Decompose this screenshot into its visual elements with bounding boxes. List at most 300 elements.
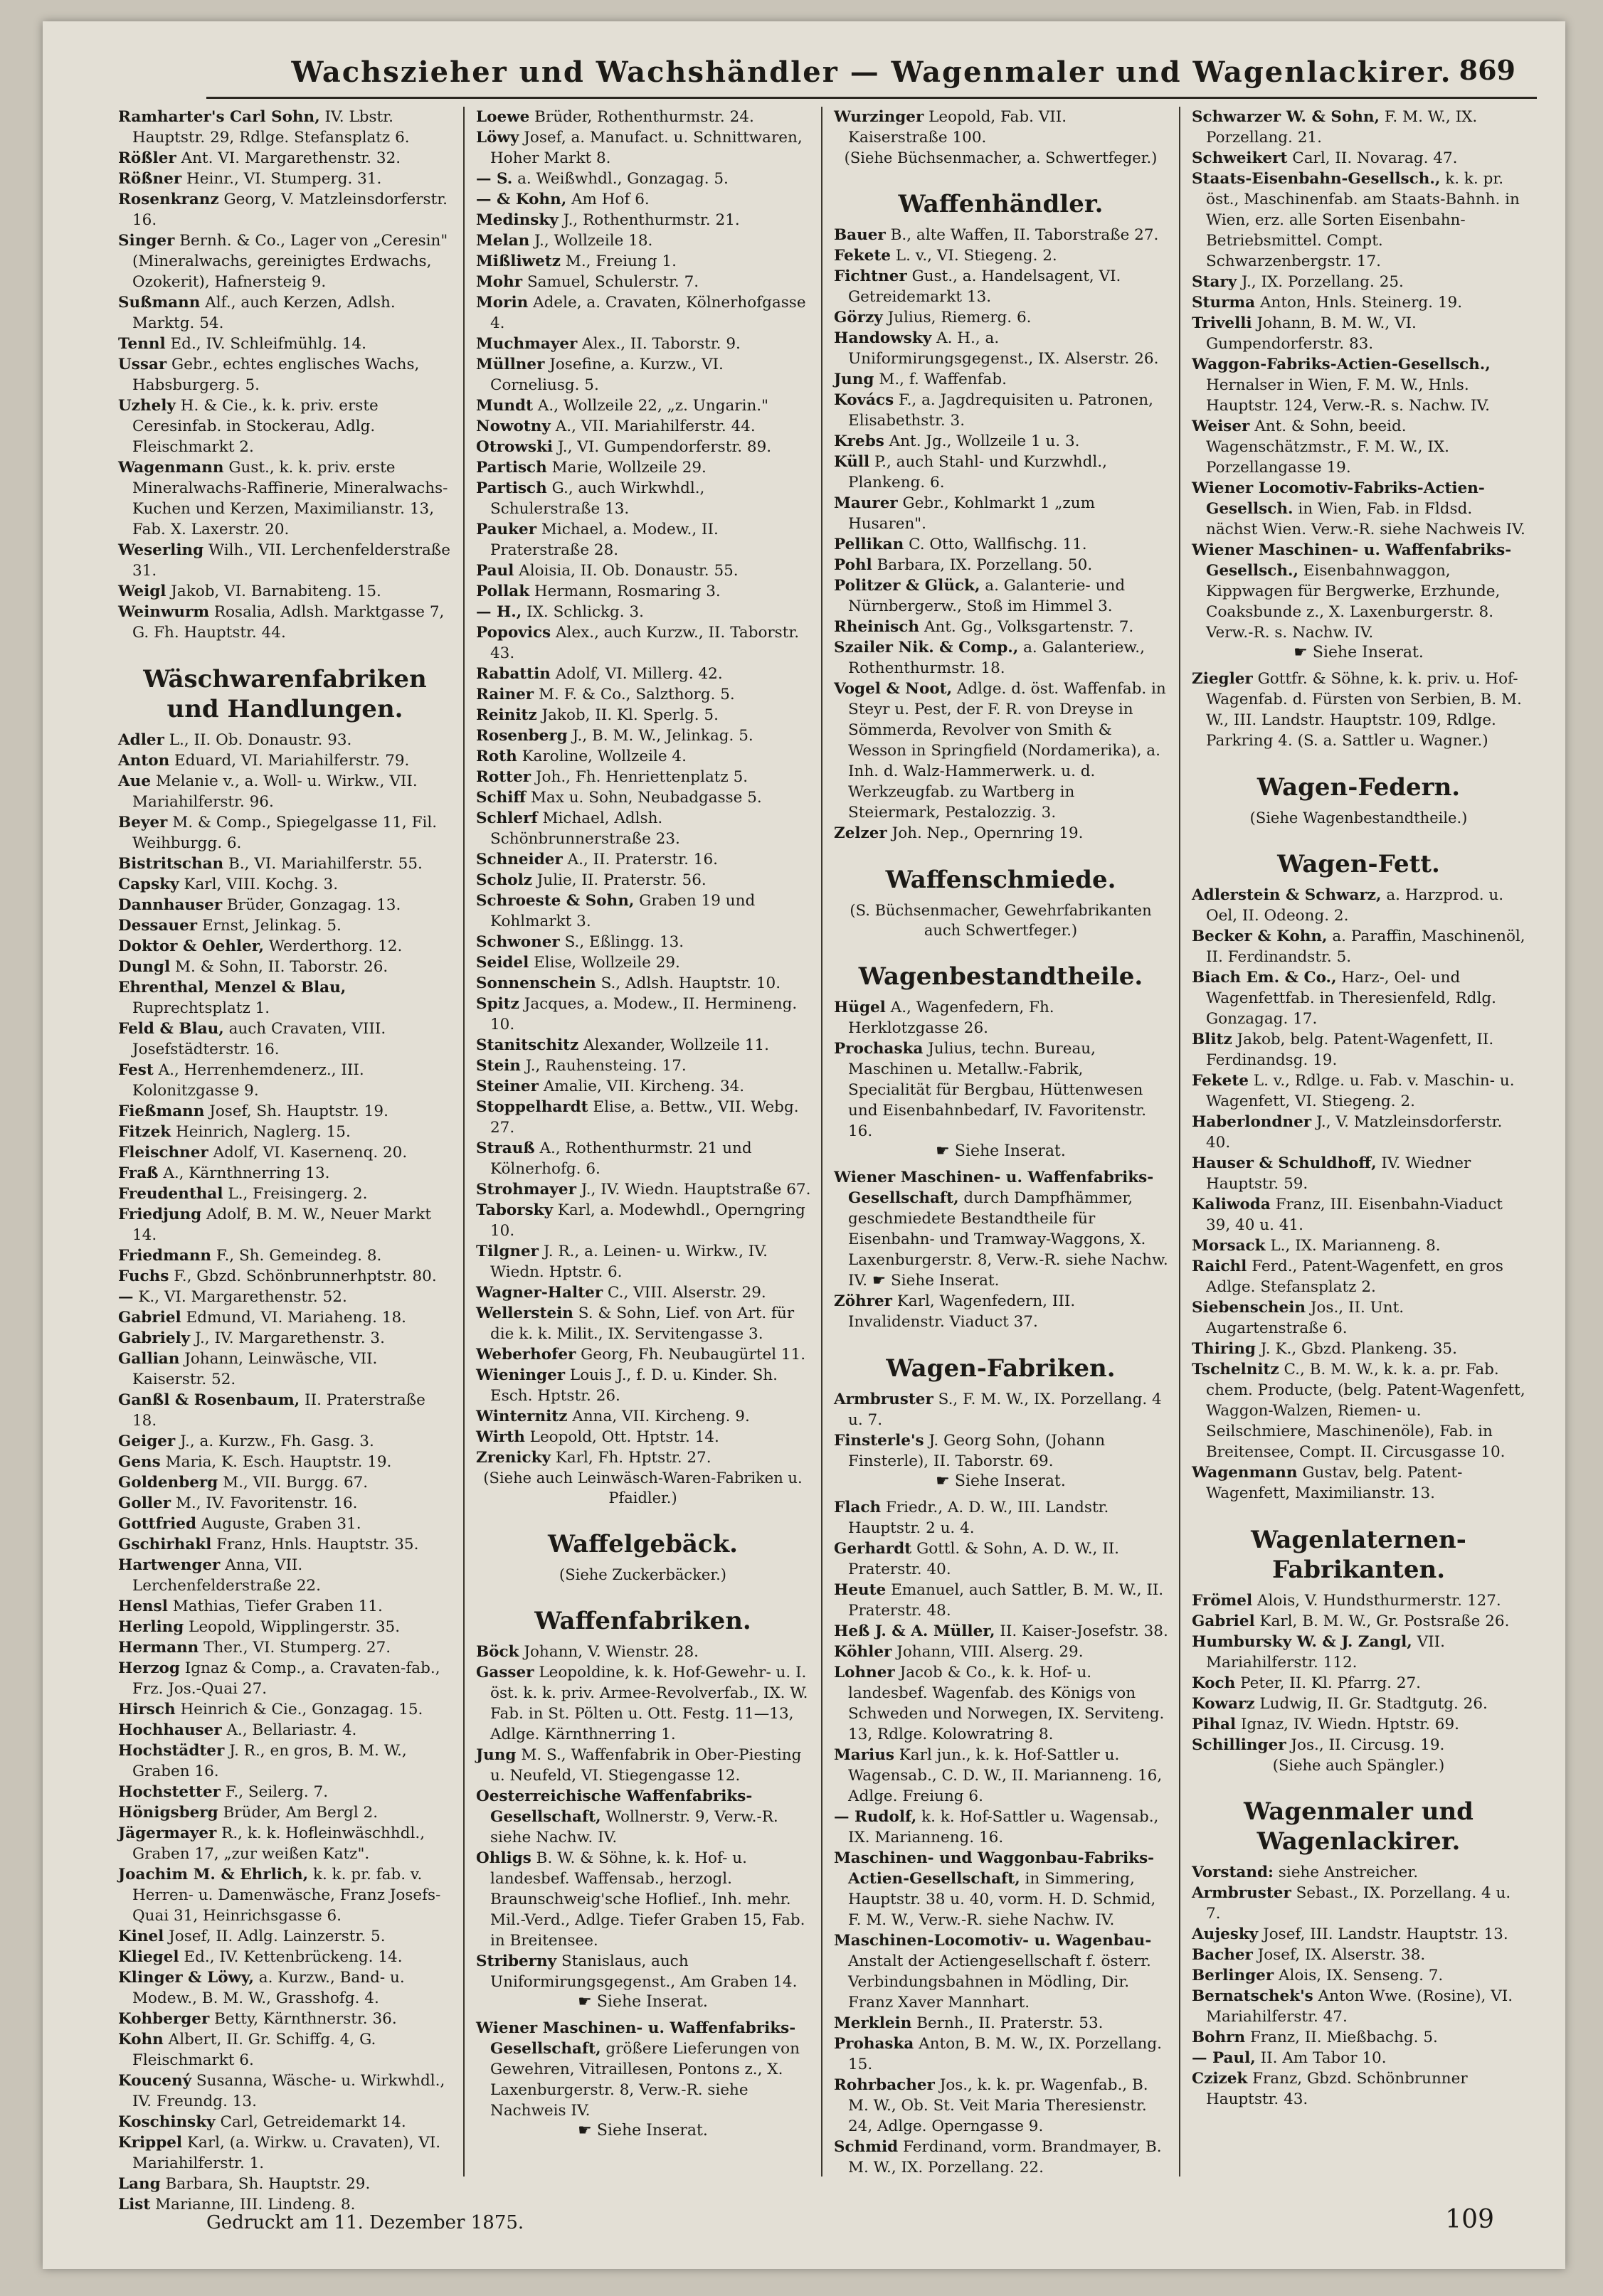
directory-entry: [475, 416, 811, 437]
directory-entry: [117, 1617, 453, 1637]
directory-entry: [832, 534, 1169, 555]
entry-details: Gebr., Kohlmarkt 1 „zum Husaren".: [848, 494, 1095, 533]
entry-details: Peter, II. Kl. Pfarrg. 27.: [1235, 1674, 1421, 1692]
entry-name: Hügel: [834, 999, 886, 1016]
entry-details: Adele, a. Cravaten, Kölnerhofgasse 4.: [490, 294, 806, 332]
entry-details: Mathias, Tiefer Graben 11.: [167, 1598, 383, 1615]
entry-details: siehe Anstreicher.: [1273, 1864, 1419, 1881]
entry-name: Pellikan: [834, 536, 904, 553]
entry-details: M. F. & Co., Salzthorg. 5.: [534, 686, 735, 703]
directory-entry: [832, 1291, 1169, 1332]
entry-name: Dannhauser: [118, 896, 223, 914]
entry-name: Bohrn: [1192, 2029, 1246, 2046]
entry-details: C. Otto, Wallfischg. 11.: [904, 536, 1087, 553]
entry-details: k. k. Hof-Sattler u. Wagensab., IX. Marianneng. 16.: [848, 1808, 1159, 1846]
directory-entry: [1190, 1714, 1527, 1735]
directory-entry: [117, 169, 453, 189]
entry-name: Flach: [834, 1499, 882, 1516]
column-2: [465, 107, 822, 2177]
entry-name: Blitz: [1192, 1031, 1232, 1048]
directory-entry: [475, 251, 811, 272]
entry-details: Bernh., II. Praterstr. 53.: [911, 2014, 1104, 2032]
entry-details: Amalie, VII. Kircheng. 34.: [538, 1078, 745, 1095]
entry-details: Aloisia, II. Ob. Donaustr. 55.: [514, 562, 739, 580]
entry-name: Armbruster: [834, 1391, 933, 1408]
entry-name: Kowarz: [1192, 1695, 1255, 1713]
entry-details: C., B. M. W., k. k. a. pr. Fab. chem. Producte, (belg. Patent-Wagenfett, Waggon-Walzen, Riemen- u. Seilschmiere, Maschinenöle), Fab. in Breitensee, Compt. II. Circusgasse 10.: [1206, 1361, 1525, 1461]
entry-name: Heß J. & A. Müller,: [834, 1622, 995, 1640]
directory-entry: [1190, 2027, 1527, 2048]
entry-details: K., VI. Margarethenstr. 52.: [133, 1288, 347, 1306]
directory-entry: [117, 1184, 453, 1204]
entry-name: Armbruster: [1192, 1884, 1291, 1902]
entry-details: L. v., Rdlge. u. Fab. v. Maschin- u. Wagenfett, VI. Stiegeng. 2.: [1206, 1072, 1515, 1110]
directory-entry: [117, 148, 453, 169]
entry-details: L. v., VI. Stiegeng. 2.: [890, 247, 1057, 265]
directory-entry: [832, 1538, 1169, 1580]
directory-entry: [1190, 1462, 1527, 1504]
entry-details: J., Rothenthurmstr. 21.: [558, 211, 740, 229]
entry-details: Josefine, a. Kurzw., VI. Corneliusg. 5.: [490, 356, 724, 394]
entry-details: Anton Wwe. (Rosine), VI. Mariahilferstr. 47.: [1206, 1987, 1513, 2026]
directory-entry: [832, 1430, 1169, 1472]
directory-entry: [475, 664, 811, 684]
entry-name: Kliegel: [118, 1948, 179, 1966]
entry-details: Anton, B. M. W., IX. Porzellang. 15.: [848, 2035, 1162, 2073]
see-advert-note: ☛ Siehe Inserat.: [578, 1993, 708, 2011]
entry-details: Carl, II. Novarag. 47.: [1287, 149, 1458, 167]
section-heading: Wagen-Fett.: [1277, 850, 1440, 878]
directory-entry: [117, 1287, 453, 1307]
entry-name: Herzog: [118, 1659, 180, 1677]
directory-entry: [475, 169, 811, 189]
entry-details: F., a. Jagdrequisiten u. Patronen, Elisabethstr. 3.: [848, 391, 1153, 430]
entry-name: Wagenmann: [1192, 1464, 1298, 1482]
directory-entry: [1190, 1735, 1527, 1755]
entry-name: Ziegler: [1192, 670, 1253, 688]
directory-entry: [475, 1282, 811, 1303]
entry-details: J., Rauhensteing. 17.: [520, 1057, 687, 1075]
entry-name: Humbursky W. & J. Zangl,: [1192, 1633, 1412, 1651]
directory-entry: [475, 994, 811, 1035]
entry-details: Leopoldine, k. k. Hof-Gewehr- u. I. öst. k. k. priv. Armee-Revolverfab., IX. W. Fab. in St. Pölten u. Ott. Festg. 11—13, Adlge. Kärnthnerring 1.: [490, 1664, 808, 1743]
entry-name: Biach Em. & Co.,: [1192, 969, 1337, 987]
entry-details: Anna, VII. Kircheng. 9.: [567, 1408, 750, 1425]
entry-name: Schneider: [476, 851, 563, 868]
entry-name: Strauß: [476, 1139, 535, 1157]
entry-name: Stary: [1192, 273, 1237, 291]
entry-name: Medinsky: [476, 211, 559, 229]
entry-name: Rainer: [476, 686, 534, 703]
entry-name: Finsterle's: [834, 1432, 924, 1450]
entry-name: Gschirhakl: [118, 1536, 212, 1553]
entry-name: Partisch: [476, 479, 547, 497]
entry-details: J., IV. Margarethenstr. 3.: [190, 1329, 385, 1347]
entry-details: Maria, K. Esch. Hauptstr. 19.: [160, 1453, 392, 1471]
directory-entry: [475, 457, 811, 478]
entry-name: Stein: [476, 1057, 521, 1075]
directory-entry: [475, 891, 811, 932]
entry-name: Bistritschan: [118, 855, 224, 873]
entry-details: A., Herrenhemdenerz., III. Kolonitzgasse 9.: [132, 1061, 364, 1100]
entry-details: Karl, Fh. Hptstr. 27.: [550, 1449, 711, 1467]
entry-details: J. R., a. Leinen- u. Wirkw., IV. Wiedn. Hptstr. 6.: [490, 1243, 768, 1281]
entry-name: Pollak: [476, 583, 530, 600]
entry-name: Hermann: [118, 1639, 199, 1657]
entry-details: Karl, B. M. W., Gr. Postsraße 26.: [1254, 1612, 1510, 1630]
entry-details: Alex., II. Taborstr. 9.: [577, 335, 741, 353]
directory-entry: [475, 1056, 811, 1076]
entry-name: Freudenthal: [118, 1185, 223, 1203]
directory-entry: [832, 2034, 1169, 2075]
entry-details: S. & Sohn, Lief. von Art. für die k. k. Milit., IX. Servitengasse 3.: [490, 1304, 795, 1343]
directory-entry: [1190, 1297, 1527, 1339]
directory-entry: [475, 622, 811, 664]
cross-reference-note: (Siehe Büchsenmacher, a. Schwertfeger.): [844, 149, 1158, 166]
entry-details: Jakob, II. Kl. Sperlg. 5.: [536, 706, 719, 724]
directory-entry: [475, 1848, 811, 1951]
entry-name: Strohmayer: [476, 1181, 576, 1199]
directory-entry: [475, 1365, 811, 1406]
sheet-number: 109: [1445, 2205, 1494, 2234]
entry-details: M. & Sohn, II. Taborstr. 26.: [170, 958, 388, 976]
entry-details: Marie, Wollzeile 29.: [546, 459, 707, 477]
entry-name: Friedjung: [118, 1206, 202, 1223]
entry-details: Adolf, B. M. W., Neuer Markt 14.: [132, 1206, 431, 1244]
section-heading: Waffelgebäck.: [547, 1530, 739, 1558]
directory-entry: [832, 997, 1169, 1038]
entry-name: Ganßl & Rosenbaum,: [118, 1391, 300, 1409]
see-advert-note: ☛ Siehe Inserat.: [578, 2122, 708, 2140]
entry-name: Herling: [118, 1618, 184, 1636]
section-heading: Waffenfabriken.: [534, 1607, 751, 1635]
entry-name: Koch: [1192, 1674, 1236, 1692]
directory-entry: [475, 1076, 811, 1097]
directory-entry: [117, 1720, 453, 1740]
entry-details: Ferd., Patent-Wagenfett, en gros Adlge. Stefansplatz 2.: [1206, 1258, 1503, 1296]
entry-name: Tschelnitz: [1192, 1361, 1279, 1378]
entry-details: Leopold, Fab. VII. Kaiserstraße 100.: [848, 108, 1067, 147]
entry-details: Elise, Wollzeile 29.: [529, 954, 680, 972]
entry-name: Szailer Nik. & Comp.,: [834, 639, 1019, 657]
entry-details: II. Am Tabor 10.: [1255, 2049, 1387, 2067]
directory-entry: [832, 1745, 1169, 1807]
directory-entry: [117, 1431, 453, 1452]
entry-name: Doktor & Oehler,: [118, 937, 264, 955]
entry-details: II. Praterstraße 18.: [132, 1391, 425, 1430]
entry-name: Loewe: [476, 108, 530, 126]
entry-name: Goldenberg: [118, 1474, 218, 1492]
entry-name: Wagenmann: [118, 459, 224, 477]
entry-details: Gust., a. Handelsagent, VI. Getreidemarkt 13.: [848, 267, 1121, 306]
entry-name: Haberlondner: [1192, 1113, 1312, 1131]
entry-name: Gabriel: [118, 1309, 181, 1327]
entry-name: Weiser: [1192, 418, 1250, 435]
entry-details: Gust., k. k. priv. erste Mineralwachs-Raffinerie, Mineralwachs-Kuchen und Kerzen, Maximilianstr. 13, Fab. X. Laxerstr. 20.: [132, 459, 448, 538]
entry-details: Karl jun., k. k. Hof-Sattler u. Wagensab., C. D. W., II. Marianneng. 16, Adlge. Freiung 6.: [848, 1746, 1163, 1805]
directory-entry: [117, 1122, 453, 1142]
directory-entry: [475, 581, 811, 602]
entry-name: Krippel: [118, 2134, 183, 2152]
section-heading: Wagenbestandtheile.: [858, 962, 1143, 991]
entry-name: Wagner-Halter: [476, 1284, 603, 1302]
entry-name: Staats-Eisenbahn-Gesellsch.,: [1192, 170, 1441, 188]
directory-entry: [475, 519, 811, 560]
directory-entry: [475, 1097, 811, 1138]
entry-name: Morin: [476, 294, 529, 312]
directory-entry: [832, 328, 1169, 369]
entry-details: Ant. & Sohn, beeid. Wagenschätzmstr., F. M. W., IX. Porzellangasse 19.: [1206, 418, 1449, 477]
entry-name: Wiener Maschinen- u. Waffenfabriks-Gesellschaft,: [476, 2019, 796, 2058]
directory-entry: [475, 602, 811, 622]
directory-entry: [475, 1138, 811, 1179]
entry-details: Julius, techn. Bureau, Maschinen u. Metallw.-Fabrik, Specialität für Bergbau, Hüttenwesen und Eisenbahnbedarf, IV. Favoritenstr. 16.: [848, 1040, 1147, 1140]
entry-name: — H.,: [476, 603, 522, 621]
entry-details: Jos., II. Unt. Augartenstraße 6.: [1206, 1299, 1404, 1337]
entry-details: Ther., VI. Stumperg. 27.: [199, 1639, 391, 1657]
directory-entry: [475, 849, 811, 870]
entry-name: Rosenkranz: [118, 191, 219, 208]
entry-name: Görzy: [834, 309, 883, 326]
see-advert-note: ☛ Siehe Inserat.: [936, 1142, 1066, 1160]
entry-details: J., Wollzeile 18.: [529, 232, 653, 250]
directory-entry: [117, 1967, 453, 2009]
entry-details: Heinr., VI. Stumperg. 31.: [181, 170, 382, 188]
entry-details: Karl, Wagenfedern, III. Invalidenstr. Viaduct 37.: [848, 1292, 1076, 1331]
directory-entry: [117, 230, 453, 292]
entry-name: Schlerf: [476, 809, 538, 827]
entry-details: durch Dampfhämmer, geschmiedete Bestandtheile für Eisenbahn- und Tramway-Waggons, X. Laxenburgerstr. 8, Verw.-R. siehe Nachw. IV. ☛ Siehe Inserat.: [848, 1189, 1168, 1290]
entry-name: Sturma: [1192, 294, 1256, 312]
directory-entry: [1190, 313, 1527, 354]
entry-name: Uzhely: [118, 397, 176, 415]
directory-entry: [117, 1328, 453, 1349]
entry-name: Köhler: [834, 1643, 892, 1661]
directory-entry: [1190, 1029, 1527, 1070]
section-heading: Wäschwarenfabriken und Handlungen.: [143, 665, 427, 723]
directory-entry: [475, 478, 811, 519]
entry-details: Ant. VI. Margarethenstr. 32.: [176, 149, 401, 167]
entry-details: L., Freisingerg. 2.: [223, 1185, 368, 1203]
directory-entry: [117, 854, 453, 874]
directory-entry: [1190, 1590, 1527, 1611]
directory-entry: [1190, 1611, 1527, 1632]
directory-entry: [475, 1951, 811, 1992]
entry-details: Ignaz, IV. Wiedn. Hptstr. 69.: [1236, 1716, 1459, 1733]
entry-details: Karl, VIII. Kochg. 3.: [179, 876, 339, 893]
entry-name: Spitz: [476, 995, 519, 1013]
entry-name: Waggon-Fabriks-Actien-Gesellsch.,: [1192, 356, 1491, 373]
entry-details: Joh. Nep., Opernring 19.: [887, 824, 1084, 842]
entry-details: a. Galanterie- und Nürnbergerw., Stoß im Himmel 3.: [848, 577, 1126, 615]
entry-name: List: [118, 2196, 151, 2213]
entry-name: Schmid: [834, 2138, 899, 2156]
directory-entry: [475, 1447, 811, 1468]
directory-entry: [117, 1637, 453, 1658]
entry-name: Aue: [118, 772, 151, 790]
section-heading: Wagen-Federn.: [1257, 773, 1461, 802]
entry-name: Singer: [118, 232, 175, 250]
entry-details: Ruprechtsplatz 1.: [132, 999, 270, 1017]
entry-details: k. k. pr. fab. v. Herren- u. Damenwäsche, Franz Josefs-Quai 31, Heinrichsgasse 6.: [132, 1866, 441, 1925]
directory-entry: [475, 560, 811, 581]
entry-details: Gustav, belg. Patent-Wagenfett, Maximilianstr. 13.: [1206, 1464, 1463, 1502]
entry-name: Fleischner: [118, 1144, 208, 1162]
entry-details: II. Kaiser-Josefstr. 38.: [995, 1622, 1168, 1640]
entry-details: Franz, III. Eisenbahn-Viaduct 39, 40 u. 41.: [1206, 1196, 1503, 1234]
entry-name: Aujesky: [1192, 1925, 1259, 1943]
entry-details: Josef, III. Landstr. Hauptstr. 13.: [1258, 1925, 1508, 1943]
directory-entry: [475, 189, 811, 210]
entry-details: Alois, IX. Senseng. 7.: [1274, 1967, 1444, 1984]
entry-details: A. H., a. Uniformirungsgegenst., IX. Alserstr. 26.: [848, 329, 1159, 368]
entry-name: Jung: [476, 1746, 517, 1764]
entry-details: Eisenbahnwaggon, Kippwagen für Bergwerke, Erzhunde, Coaksbunde z., X. Laxenburgerstr. 8. Verw.-R. s. Nachw. IV.: [1206, 562, 1501, 642]
entry-name: Gerhardt: [834, 1540, 912, 1558]
entry-details: Leopold, Wipplingerstr. 35.: [184, 1618, 401, 1636]
entry-details: Friedr., A. D. W., III. Landstr. Hauptstr. 2 u. 4.: [848, 1499, 1109, 1537]
entry-name: Rosenberg: [476, 727, 568, 745]
entry-details: Johann, VIII. Alserg. 29.: [892, 1643, 1084, 1661]
entry-name: Maschinen- und Waggonbau-Fabriks-Actien-Gesellschaft,: [834, 1849, 1155, 1888]
entry-details: G., auch Wirkwhdl., Schulerstraße 13.: [490, 479, 705, 518]
directory-entry: [1190, 669, 1527, 751]
entry-name: Zrenicky: [476, 1449, 551, 1467]
directory-entry: [832, 493, 1169, 534]
entry-details: Anstalt der Actiengesellschaft f. österr. Verbindungsbahnen in Mödling, Dir. Franz Xaver Mannhart.: [848, 1952, 1151, 2011]
entry-details: J., VI. Gumpendorferstr. 89.: [553, 438, 772, 456]
directory-entry: [1190, 1673, 1527, 1694]
entry-name: Mißliwetz: [476, 253, 561, 270]
entry-details: A., II. Praterstr. 16.: [562, 851, 718, 868]
directory-entry: [117, 1699, 453, 1720]
entry-details: Ed., IV. Kettenbrückeng. 14.: [179, 1948, 403, 1966]
entry-details: Graben 19 und Kohlmarkt 3.: [490, 892, 756, 930]
entry-name: Maurer: [834, 494, 898, 512]
directory-entry: [117, 2029, 453, 2071]
entry-name: Zöhrer: [834, 1292, 893, 1310]
entry-details: M. S., Waffenfabrik in Ober-Piesting u. Neufeld, VI. Stiegengasse 12.: [490, 1746, 802, 1785]
entry-details: J., a. Kurzw., Fh. Gasg. 3.: [175, 1433, 374, 1450]
entry-details: J., IX. Porzellang. 25.: [1237, 273, 1404, 291]
entry-name: Böck: [476, 1643, 519, 1661]
section-heading: Waffenschmiede.: [885, 866, 1116, 894]
directory-entry: [475, 1344, 811, 1365]
entry-name: Schwarzer W. & Sohn,: [1192, 108, 1380, 126]
entry-name: Jägermayer: [118, 1824, 217, 1842]
entry-details: Albert, II. Gr. Schiffg. 4, G. Fleischmarkt 6.: [132, 2031, 376, 2069]
directory-entry: [475, 932, 811, 952]
entry-name: Fraß: [118, 1164, 159, 1182]
entry-details: Alf., auch Kerzen, Adlsh. Marktg. 54.: [132, 294, 396, 332]
entry-details: A., VII. Mariahilferstr. 44.: [550, 418, 756, 435]
entry-details: S., Adlsh. Hauptstr. 10.: [596, 974, 781, 992]
entry-details: Julius, Riemerg. 6.: [882, 309, 1032, 326]
directory-entry: [832, 555, 1169, 575]
directory-entry: [1190, 1256, 1527, 1297]
entry-name: Hochstädter: [118, 1742, 225, 1760]
directory-entry: [117, 1596, 453, 1617]
entry-details: Ant. Jg., Wollzeile 1 u. 3.: [884, 432, 1080, 450]
directory-entry: [1190, 967, 1527, 1029]
entry-details: Max u. Sohn, Neubadgasse 5.: [526, 789, 762, 807]
section-heading: Wagenlaternen-Fabrikanten.: [1251, 1526, 1466, 1584]
entry-name: Melan: [476, 232, 530, 250]
entry-details: Franz, Gbzd. Schönbrunner Hauptstr. 43.: [1206, 2070, 1468, 2108]
directory-entry: [475, 354, 811, 395]
entry-name: Koschinsky: [118, 2113, 216, 2131]
entry-details: C., VIII. Alserstr. 29.: [603, 1284, 766, 1302]
entry-details: F. M. W., IX. Porzellang. 21.: [1206, 108, 1478, 147]
entry-details: auch Cravaten, VIII. Josefstädterstr. 16.: [132, 1020, 386, 1058]
entry-name: — & Kohn,: [476, 191, 567, 208]
entry-details: S., F. M. W., IX. Porzellang. 4 u. 7.: [848, 1391, 1162, 1429]
entry-name: Gallian: [118, 1350, 180, 1368]
entry-details: VII. Mariahilferstr. 112.: [1206, 1633, 1445, 1671]
directory-entry: [1190, 885, 1527, 926]
entry-name: Pohl: [834, 556, 872, 574]
entry-name: Rheinisch: [834, 618, 919, 636]
entry-details: A., Bellariastr. 4.: [221, 1721, 357, 1739]
entry-name: Wellerstein: [476, 1304, 573, 1322]
entry-details: Brüder, Am Bergl 2.: [218, 1804, 379, 1822]
entry-name: Ehrenthal, Menzel & Blau,: [118, 979, 346, 996]
entry-details: Eduard, VI. Mariahilferstr. 79.: [169, 752, 410, 770]
entry-name: Paul: [476, 562, 514, 580]
print-date: Gedruckt am 11. Dezember 1875.: [206, 2212, 524, 2233]
entry-name: Weinwurm: [118, 603, 210, 621]
entry-name: Bernatschek's: [1192, 1987, 1313, 2005]
cross-reference-note: (Siehe auch Spängler.): [1272, 1757, 1445, 1774]
entry-details: Leopold, Ott. Hptstr. 14.: [524, 1428, 719, 1446]
entry-details: Ed., IV. Schleifmühlg. 14.: [165, 335, 367, 353]
entry-details: Louis J., f. D. u. Kinder. Sh. Esch. Hptstr. 26.: [490, 1366, 778, 1405]
entry-details: Alex., auch Kurzw., II. Taborstr. 43.: [490, 624, 800, 662]
entry-name: Hartwenger: [118, 1556, 221, 1574]
entry-name: Geiger: [118, 1433, 176, 1450]
entry-details: A., Kärnthnerring 13.: [158, 1164, 330, 1182]
directory-entry: [475, 127, 811, 169]
directory-entry: [117, 1307, 453, 1328]
directory-entry: [1190, 1632, 1527, 1673]
directory-entry: [1190, 1339, 1527, 1359]
entry-details: Johann, V. Wienstr. 28.: [519, 1643, 699, 1661]
entry-details: J. R., en gros, B. M. W., Graben 16.: [132, 1742, 407, 1780]
entry-details: F., Gbzd. Schönbrunnerhptstr. 80.: [169, 1267, 437, 1285]
entry-details: J., IV. Wiedn. Hauptstraße 67.: [576, 1181, 811, 1199]
entry-name: Rabattin: [476, 665, 551, 683]
entry-details: Johann, Leinwäsche, VII. Kaiserstr. 52.: [132, 1350, 378, 1388]
entry-name: — Rudolf,: [834, 1808, 917, 1826]
directory-entry: [117, 957, 453, 977]
directory-entry: [117, 292, 453, 334]
see-advert-note: ☛ Siehe Inserat.: [936, 1472, 1066, 1490]
entry-details: Gottfr. & Söhne, k. k. priv. u. Hof-Wagenfab. d. Fürsten von Serbien, B. M. W., III. Landstr. Hauptstr. 109, Rdlge. Parkring 4. (S. a. Sattler u. Wagner.): [1206, 670, 1522, 750]
entry-details: Johann, B. M. W., VI. Gumpendorferstr. 83.: [1206, 314, 1417, 353]
entry-details: Alexander, Wollzeile 11.: [578, 1036, 769, 1054]
entry-details: J. Georg Sohn, (Johann Finsterle), II. Taborstr. 69.: [848, 1432, 1106, 1470]
entry-details: Jakob, belg. Patent-Wagenfett, II. Ferdinandsg. 19.: [1206, 1031, 1494, 1069]
directory-entry: [117, 395, 453, 457]
directory-entry: [475, 395, 811, 416]
entry-name: Fekete: [834, 247, 891, 265]
entry-name: Schwoner: [476, 933, 560, 951]
directory-entry: [1190, 1235, 1527, 1256]
cross-reference-note: (Siehe Zuckerbäcker.): [559, 1566, 726, 1583]
entry-details: A., Wagenfedern, Fh. Herklotzgasse 26.: [848, 999, 1054, 1037]
directory-entry: [1190, 1883, 1527, 1924]
directory-entry: [475, 1427, 811, 1447]
